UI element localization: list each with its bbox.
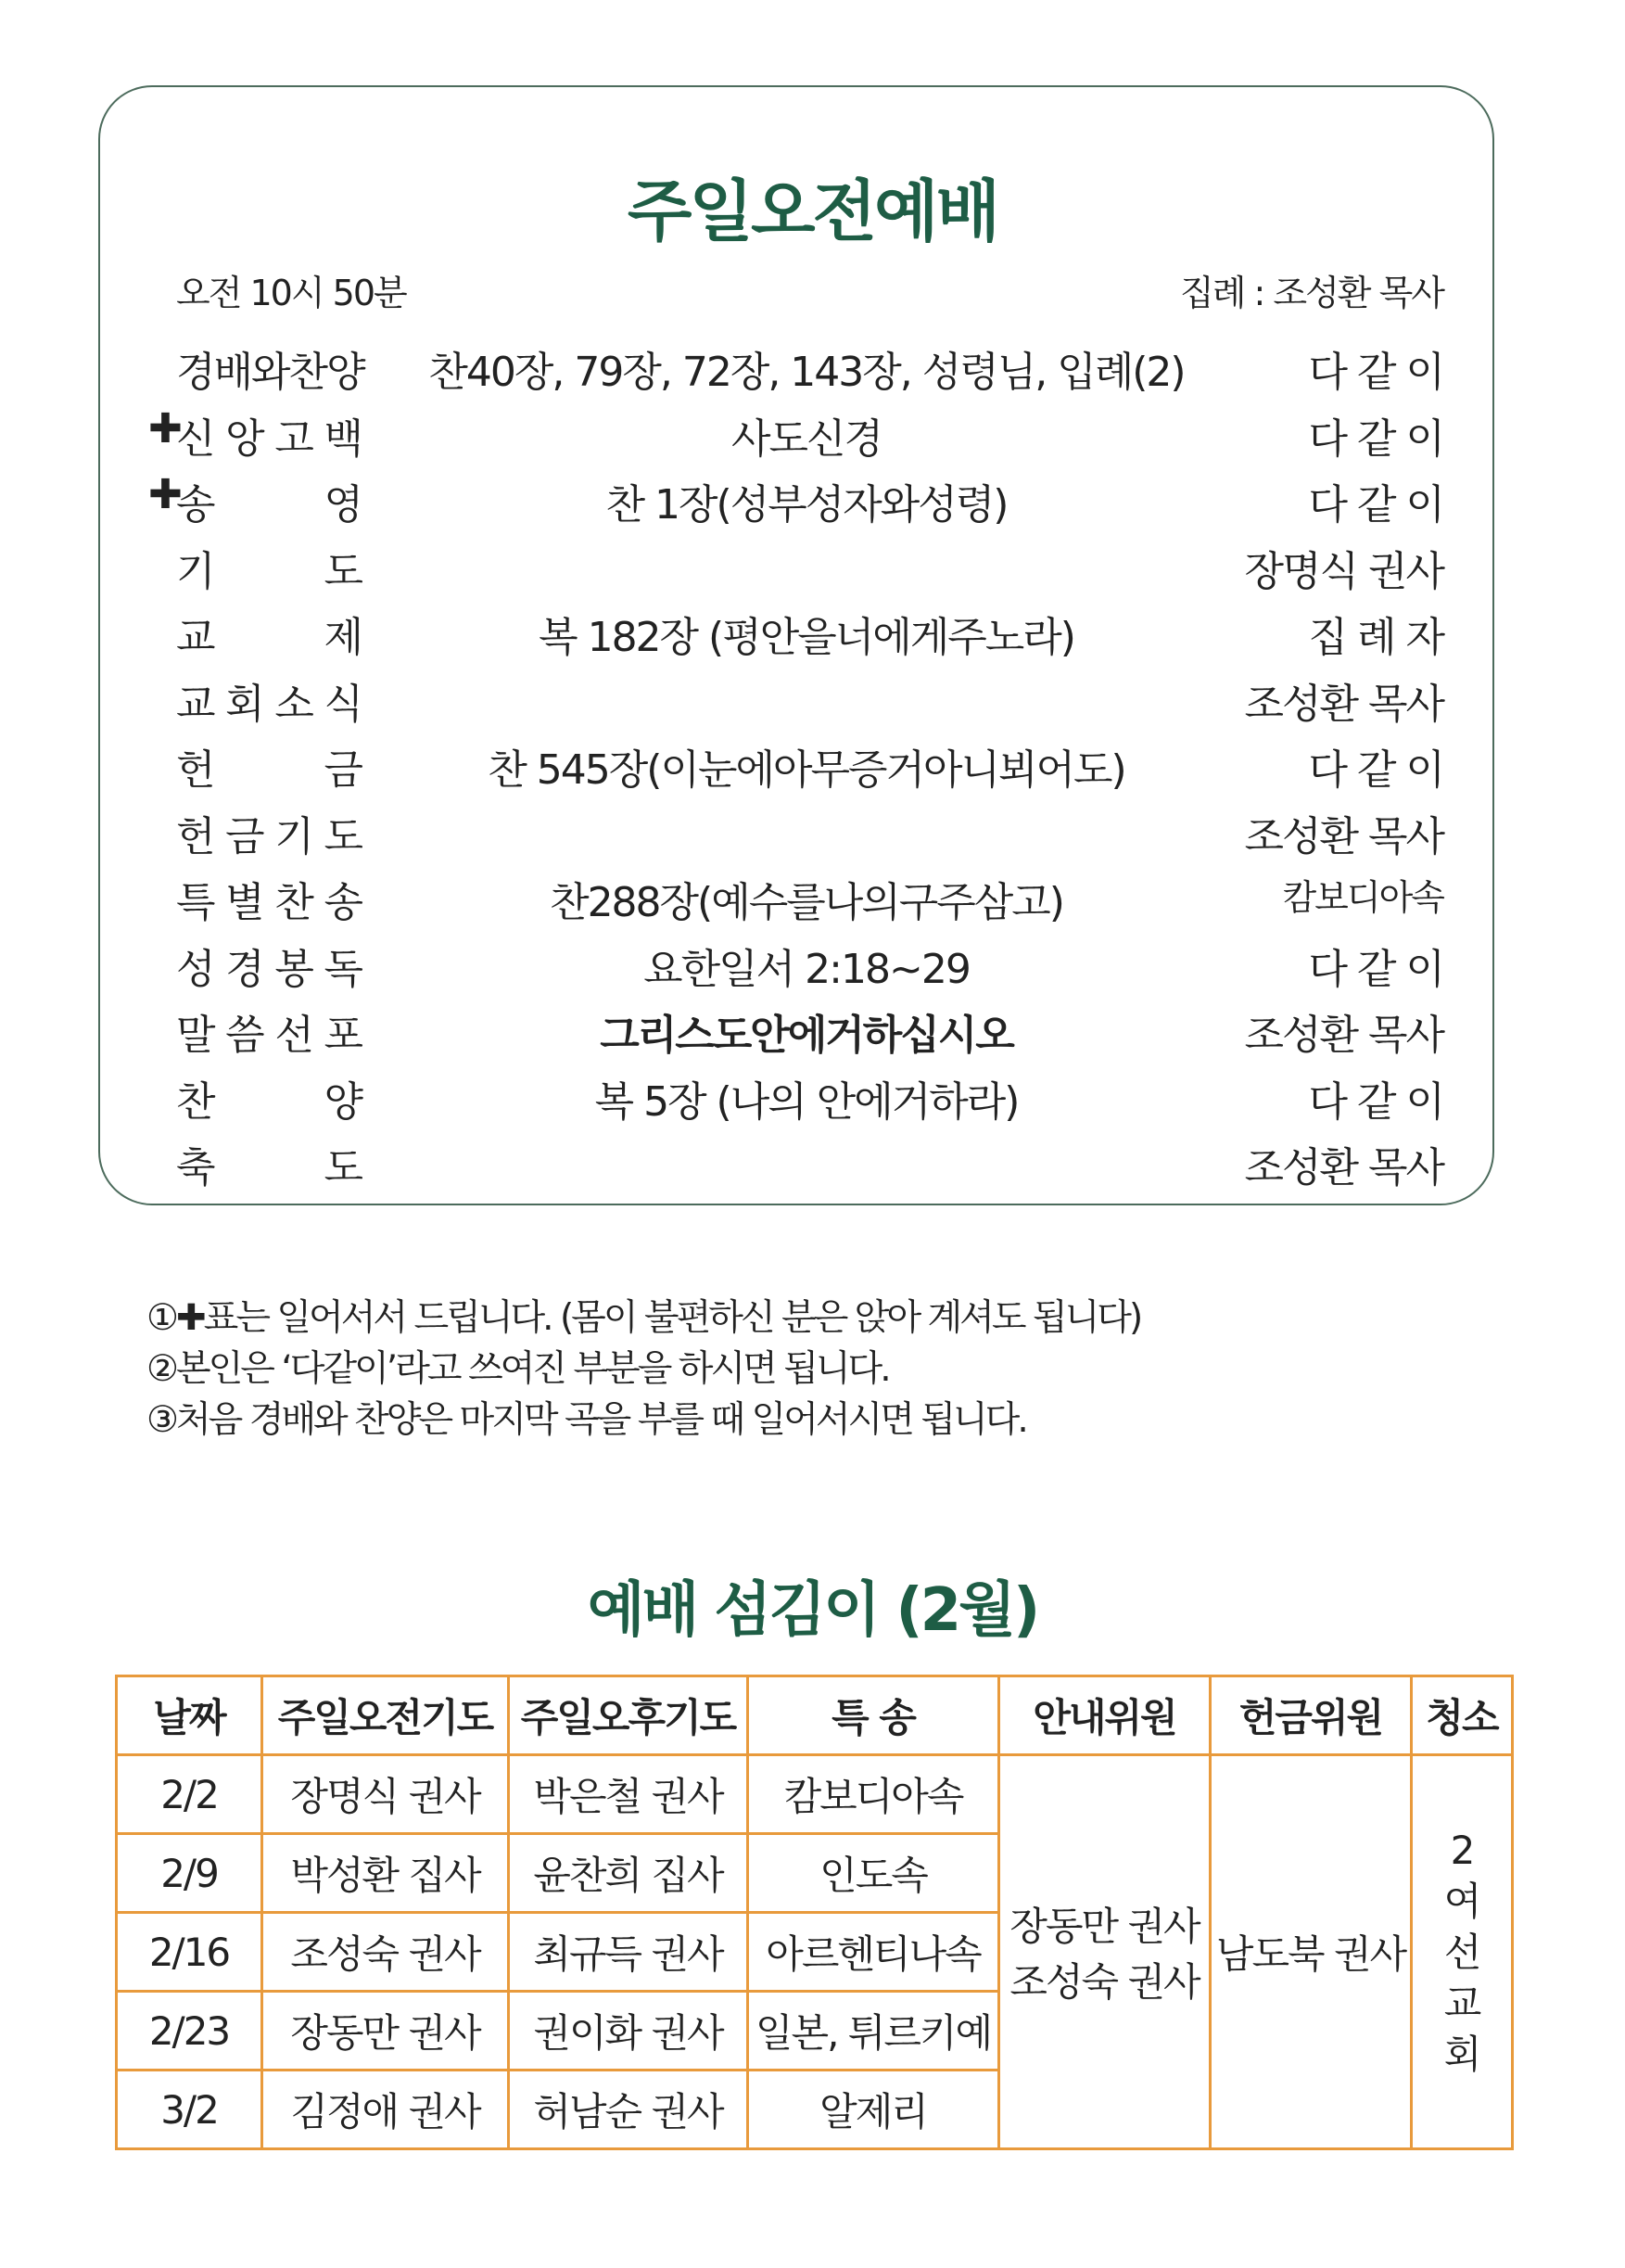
date-cell: 3/2 <box>117 2071 262 2149</box>
special-song-cell: 알제리 <box>748 2071 999 2149</box>
pm-prayer-cell: 박은철 권사 <box>509 1755 748 1834</box>
order-row <box>0 670 1625 726</box>
usher-name-2: 조성숙 권사 <box>1009 1959 1200 2005</box>
am-prayer-cell: 김정애 권사 <box>262 2071 509 2149</box>
order-item-person: 조성환 목사 <box>1244 680 1443 728</box>
order-row <box>0 538 1625 593</box>
usher-name-1: 장동만 권사 <box>1009 1904 1200 1949</box>
date-cell: 2/2 <box>117 1755 262 1834</box>
header-special-song: 특 송 <box>748 1676 999 1755</box>
header-am-prayer: 주일오전기도 <box>262 1676 509 1755</box>
order-item-person: 다 같 이 <box>1308 349 1443 396</box>
order-item-content: 복 182장 (평안을너에게주노라) <box>539 614 1074 661</box>
order-row <box>0 405 1625 461</box>
order-item-content: 요한일서 2:18~29 <box>643 945 970 993</box>
order-item-person: 조성환 목사 <box>1244 812 1443 860</box>
order-item-name: 교 제 <box>176 614 362 661</box>
service-title: 주일오전예배 <box>627 172 998 250</box>
order-item-person: 집 례 자 <box>1308 614 1443 661</box>
pm-prayer-cell: 최규득 권사 <box>509 1913 748 1992</box>
cleaning-char: 선 <box>1443 1929 1480 1975</box>
am-prayer-cell: 박성환 집사 <box>262 1834 509 1913</box>
cleaning-char: 교 <box>1443 1980 1480 2026</box>
service-leader: 집례 : 조성환 목사 <box>1180 273 1443 313</box>
order-row <box>0 338 1625 394</box>
order-item-content: 찬288장(예수를나의구주삼고) <box>550 879 1063 926</box>
order-item-name: 기 도 <box>176 547 362 595</box>
order-item-person: 다 같 이 <box>1308 414 1443 463</box>
header-usher: 안내위원 <box>999 1676 1211 1755</box>
duty-table <box>115 1675 1514 2150</box>
cleaning-char: 회 <box>1443 2031 1480 2077</box>
header-offering: 헌금위원 <box>1211 1676 1412 1755</box>
note-1: ①✚표는 일어서서 드립니다. (몸이 불편하신 분은 앉아 계셔도 됩니다) <box>146 1297 1141 1339</box>
special-song-cell: 아르헨티나속 <box>748 1913 999 1992</box>
order-row <box>0 1068 1625 1124</box>
order-item-name: 성 경 봉 독 <box>176 945 362 993</box>
order-item-name: 특 별 찬 송 <box>176 879 362 926</box>
order-item-person: 다 같 이 <box>1308 1077 1443 1126</box>
special-song-cell: 인도속 <box>748 1834 999 1913</box>
duty-title: 예배 섬김이 (2월) <box>587 1576 1038 1645</box>
pm-prayer-cell: 권이화 권사 <box>509 1992 748 2071</box>
order-item-content: 찬 545장(이눈에아무증거아니뵈어도) <box>488 746 1125 794</box>
order-item-name: 송 영 <box>176 481 362 529</box>
am-prayer-cell: 장동만 권사 <box>262 1992 509 2071</box>
note-2: ②본인은 ‘다같이’라고 쓰여진 부분을 하시면 됩니다. <box>146 1348 889 1390</box>
cleaning-char: 여 <box>1443 1878 1480 1924</box>
cleaning-cell <box>1412 1755 1513 2149</box>
date-cell: 2/16 <box>117 1913 262 1992</box>
pm-prayer-cell: 허남순 권사 <box>509 2071 748 2149</box>
header-date: 날짜 <box>117 1676 262 1755</box>
order-row <box>0 471 1625 527</box>
am-prayer-cell: 조성숙 권사 <box>262 1913 509 1992</box>
note-3: ③처음 경배와 찬양은 마지막 곡을 부를 때 일어서시면 됩니다. <box>146 1399 1026 1441</box>
order-item-content: 그리스도안에거하십시오 <box>600 1012 1013 1059</box>
header-cleaning: 청소 <box>1412 1676 1513 1755</box>
order-item-person: 다 같 이 <box>1308 481 1443 529</box>
order-item-name: 찬 양 <box>176 1077 362 1126</box>
order-item-name: 신 앙 고 백 <box>176 414 362 463</box>
order-item-content: 복 5장 (나의 안에거하라) <box>594 1077 1019 1126</box>
order-item-person: 다 같 이 <box>1308 945 1443 993</box>
stand-icon: ✚ <box>148 404 181 452</box>
order-item-person: 조성환 목사 <box>1244 1012 1443 1059</box>
order-item-name: 축 도 <box>176 1144 362 1191</box>
order-item-name: 말 씀 선 포 <box>176 1012 362 1059</box>
order-row <box>0 869 1625 924</box>
order-item-name: 경 배 와 찬 양 <box>176 349 364 396</box>
order-item-content: 사도신경 <box>730 414 882 463</box>
order-row <box>0 604 1625 659</box>
order-row <box>0 1134 1625 1190</box>
order-item-person: 장명식 권사 <box>1244 547 1443 595</box>
duty-header-row <box>117 1676 1513 1755</box>
order-item-person: 캄보디아속 <box>1282 877 1443 918</box>
cleaning-char: 2 <box>1450 1827 1474 1873</box>
usher-cell <box>999 1755 1211 2149</box>
offering-cell: 남도북 권사 <box>1211 1755 1412 2149</box>
am-prayer-cell: 장명식 권사 <box>262 1755 509 1834</box>
stand-icon: ✚ <box>148 471 181 518</box>
special-song-cell: 일본, 튀르키예 <box>748 1992 999 2071</box>
service-time: 오전 10시 50분 <box>176 273 406 313</box>
date-cell: 2/9 <box>117 1834 262 1913</box>
date-cell: 2/23 <box>117 1992 262 2071</box>
order-item-person: 조성환 목사 <box>1244 1144 1443 1191</box>
order-item-content: 찬40장, 79장, 72장, 143장, 성령님, 입례(2) <box>428 349 1185 396</box>
order-row <box>0 936 1625 991</box>
order-item-content: 찬 1장(성부성자와성령) <box>605 481 1008 529</box>
order-item-name: 헌 금 기 도 <box>176 812 362 860</box>
order-item-person: 다 같 이 <box>1308 746 1443 794</box>
order-row <box>0 803 1625 859</box>
special-song-cell: 캄보디아속 <box>748 1755 999 1834</box>
header-pm-prayer: 주일오후기도 <box>509 1676 748 1755</box>
order-item-name: 교 회 소 식 <box>176 680 362 728</box>
table-row <box>117 1755 1513 1834</box>
order-item-name: 헌 금 <box>176 746 362 794</box>
order-row <box>0 1001 1625 1057</box>
order-row <box>0 736 1625 792</box>
pm-prayer-cell: 윤찬희 집사 <box>509 1834 748 1913</box>
